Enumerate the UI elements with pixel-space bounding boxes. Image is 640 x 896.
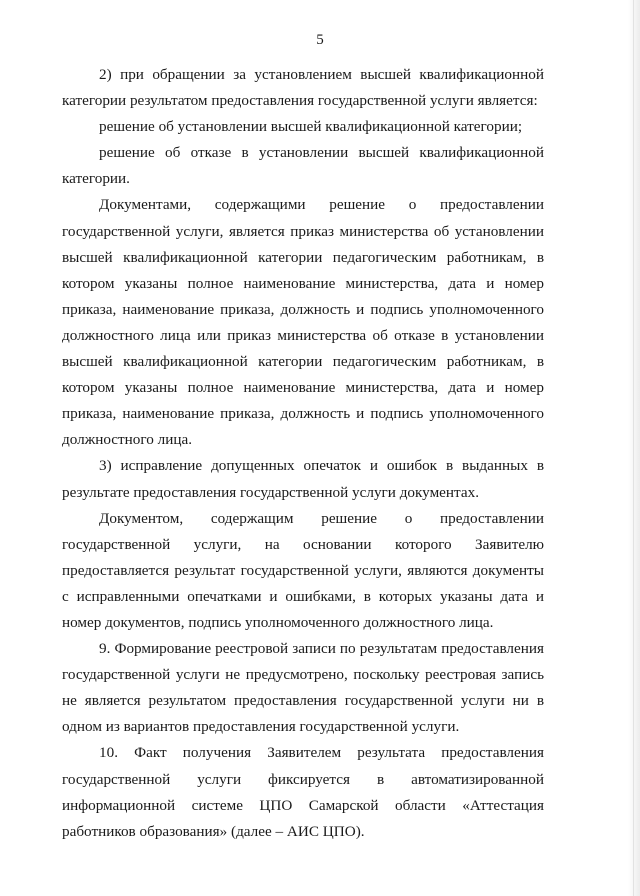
document-body [62, 62, 544, 845]
scan-edge-line [633, 0, 634, 896]
paragraph-result-higher-category: 2) при обращении за установлением высшей квалификационной категории результатом предоставления государственной услуги является: [62, 66, 544, 110]
page-number: 5 [316, 32, 324, 48]
paragraph-decision-grant: решение об установлении высшей квалификационной категории; [99, 118, 523, 136]
paragraph-correction-document: Документом, содержащим решение о предоставлении государственной услуги, на основании которого Заявителю предоставляется результат государственной услуги, являются документы с исправленными опечатками и ошибками, в которых указаны дата и номер документов, подпись уполномоченного должностного лица. [62, 509, 544, 631]
paragraph-result-recording: 10. Факт получения Заявителем результата предоставления государственной услуги фиксируется в автоматизированной информационной системе ЦПО Самарской области «Аттестация работников образования» (далее – АИС ЦПО). [62, 744, 544, 840]
paragraph-documents-decision: Документами, содержащими решение о предоставлении государственной услуги, является приказ министерства об установлении высшей квалификационной категории педагогическим работникам, в котором указаны полное наименование министерства, дата и номер приказа, наименование приказа, должность и подпись уполномоченного должностного лица или приказ министерства об отказе в установлении высшей квалификационной категории педагогическим работникам, в котором указаны полное наименование министерства, дата и номер приказа, наименование приказа, должность и подпись уполномоченного должностного лица. [62, 196, 544, 449]
paragraph-typo-correction: 3) исправление допущенных опечаток и ошибок в выданных в результате предоставления государственной услуги документах. [62, 457, 544, 501]
scan-edge-shadow [628, 0, 640, 896]
paragraph-decision-refuse: решение об отказе в установлении высшей квалификационной категории. [62, 144, 544, 188]
paragraph-registry-record: 9. Формирование реестровой записи по результатам предоставления государственной услуги не предусмотрено, поскольку реестровая запись не является результатом предоставления государственной услуги ни в одном из вариантов предоставления государственной услуги. [62, 640, 544, 736]
